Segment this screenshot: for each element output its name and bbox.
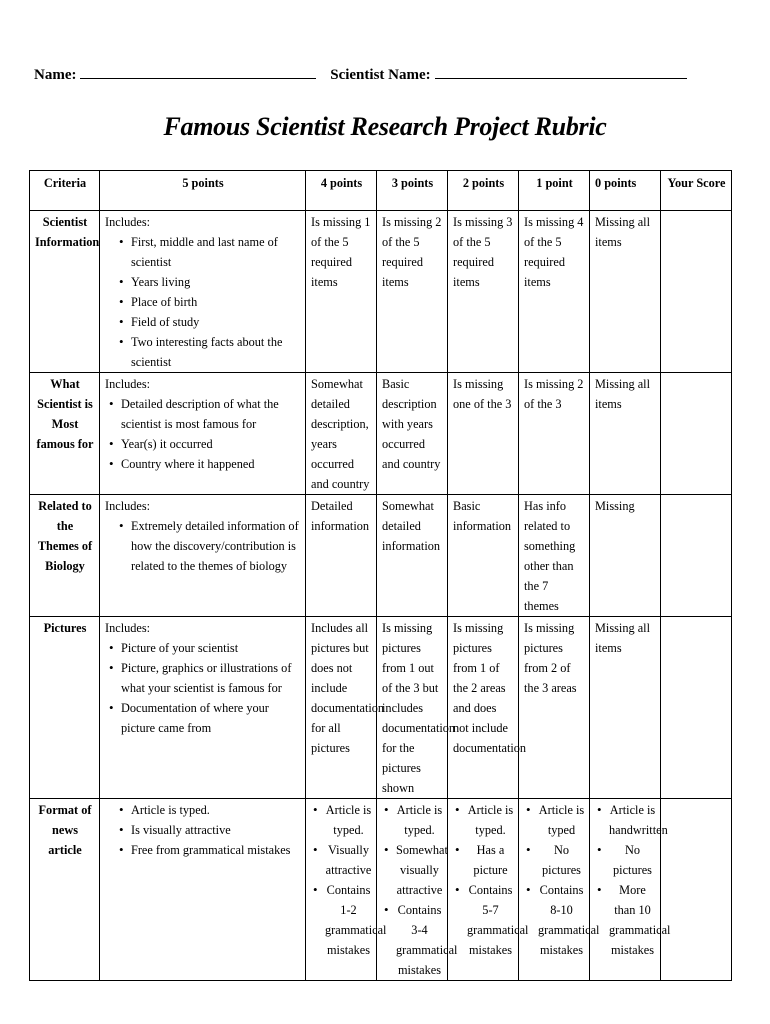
includes-label: Includes: — [105, 499, 151, 513]
includes-label: Includes: — [105, 377, 151, 391]
bullet-list — [105, 394, 301, 474]
includes-label: Includes: — [105, 621, 151, 635]
scientist-name-label: Scientist Name: — [330, 67, 431, 83]
table-row — [30, 211, 732, 373]
list-item: • Place of birth — [105, 292, 301, 312]
list-item: • Detailed description of what the scientist is most famous for — [105, 394, 301, 434]
list-item: • Picture, graphics or illustrations of what your scientist is famous for — [105, 658, 301, 698]
four-points-cell: Includes all pictures but does not include documentation for all pictures — [306, 617, 377, 799]
bullet-list — [105, 232, 301, 372]
list-item: • Years living — [105, 272, 301, 292]
list-item: • Field of study — [105, 312, 301, 332]
column-header-1-point: 1 point — [519, 171, 590, 211]
list-item: • Picture of your scientist — [105, 638, 301, 658]
list-item: • Article is handwritten — [595, 800, 656, 840]
list-item: • Visually attractive — [311, 840, 372, 880]
list-item: • Documentation of where your picture came from — [105, 698, 301, 738]
table-row — [30, 373, 732, 495]
list-item: • Article is typed. — [105, 800, 301, 820]
column-header-5-points: 5 points — [100, 171, 306, 211]
four-points-cell: Detailed information — [306, 495, 377, 617]
column-header-0-points: 0 points — [590, 171, 661, 211]
column-header-your-score: Your Score — [661, 171, 732, 211]
rubric-table — [29, 170, 732, 981]
list-item: • First, middle and last name of scientist — [105, 232, 301, 272]
criteria-cell: Scientist Information — [30, 211, 100, 373]
bullet-list — [453, 800, 529, 960]
five-points-cell — [100, 799, 306, 981]
your-score-cell[interactable] — [661, 495, 732, 617]
list-item: • Contains 8-10 grammatical mistakes — [524, 880, 585, 960]
two-points-cell: Is missing pictures from 1 of the 2 areas and does not include documentation — [448, 617, 519, 799]
one-point-cell: Has info related to something other than the 7 themes — [519, 495, 590, 617]
list-item: • Article is typed. — [311, 800, 372, 840]
bullet-list — [311, 800, 387, 960]
list-item: • Article is typed. — [453, 800, 514, 840]
list-item: • Free from grammatical mistakes — [105, 840, 301, 860]
bullet-list — [382, 800, 458, 980]
list-item: • Year(s) it occurred — [105, 434, 301, 454]
list-item: • Is visually attractive — [105, 820, 301, 840]
zero-points-cell: Missing all items — [590, 211, 661, 373]
four-points-cell — [306, 799, 387, 981]
table-row — [30, 799, 732, 981]
column-header-2-points: 2 points — [448, 171, 519, 211]
criteria-cell: Related to the Themes of Biology — [30, 495, 100, 617]
list-item: • More than 10 grammatical mistakes — [595, 880, 656, 960]
column-header-3-points: 3 points — [377, 171, 448, 211]
one-point-cell: Is missing 4 of the 5 required items — [519, 211, 590, 373]
table-row — [30, 617, 732, 799]
list-item: • Has a picture — [453, 840, 514, 880]
table-header-row — [30, 171, 732, 211]
two-points-cell: Is missing one of the 3 — [448, 373, 519, 495]
bullet-list — [105, 638, 301, 738]
three-points-cell: Basic description with years occurred and country — [377, 373, 448, 495]
column-header-4-points: 4 points — [306, 171, 377, 211]
criteria-cell: Pictures — [30, 617, 100, 799]
zero-points-cell: Missing — [590, 495, 661, 617]
one-point-cell: Is missing pictures from 2 of the 3 areas — [519, 617, 590, 799]
three-points-cell: Is missing 2 of the 5 required items — [377, 211, 448, 373]
three-points-cell: Somewhat detailed information — [377, 495, 448, 617]
three-points-cell — [377, 799, 458, 981]
bullet-list — [595, 800, 671, 960]
five-points-cell — [100, 373, 306, 495]
your-score-cell[interactable] — [661, 211, 732, 373]
five-points-cell — [100, 617, 306, 799]
list-item: • Contains 3-4 grammatical mistakes — [382, 900, 443, 980]
column-header-criteria: Criteria — [30, 171, 100, 211]
your-score-cell[interactable] — [661, 373, 732, 495]
five-points-cell — [100, 495, 306, 617]
four-points-cell: Is missing 1 of the 5 required items — [306, 211, 377, 373]
bullet-list — [105, 516, 301, 576]
list-item: • Contains 5-7 grammatical mistakes — [453, 880, 514, 960]
list-item: • Country where it happened — [105, 454, 301, 474]
list-item: • No pictures — [595, 840, 656, 880]
name-label: Name: — [34, 67, 77, 83]
list-item: • Article is typed — [524, 800, 585, 840]
table-row — [30, 495, 732, 617]
list-item: • Extremely detailed information of how the discovery/contribution is related to the themes of biology — [105, 516, 301, 576]
list-item: • Article is typed. — [382, 800, 443, 840]
name-blank-line[interactable] — [80, 62, 316, 79]
two-points-cell: Is missing 3 of the 5 required items — [448, 211, 519, 373]
criteria-cell: What Scientist is Most famous for — [30, 373, 100, 495]
zero-points-cell: Missing all items — [590, 617, 661, 799]
student-header — [34, 62, 734, 86]
list-item: • Two interesting facts about the scientist — [105, 332, 301, 372]
bullet-list — [524, 800, 600, 960]
two-points-cell — [448, 799, 529, 981]
list-item: • Somewhat visually attractive — [382, 840, 443, 900]
includes-label: Includes: — [105, 215, 151, 229]
three-points-cell: Is missing pictures from 1 out of the 3 but includes documentation for the pictures shown — [377, 617, 448, 799]
page-title: Famous Scientist Research Project Rubric — [163, 112, 607, 141]
criteria-cell: Format of news article — [30, 799, 100, 981]
your-score-cell[interactable] — [661, 617, 732, 799]
one-point-cell — [519, 799, 600, 981]
one-point-cell: Is missing 2 of the 3 — [519, 373, 590, 495]
zero-points-cell — [590, 799, 671, 981]
list-item: • No pictures — [524, 840, 585, 880]
bullet-list — [105, 800, 301, 860]
your-score-cell[interactable] — [661, 799, 732, 981]
zero-points-cell: Missing all items — [590, 373, 661, 495]
two-points-cell: Basic information — [448, 495, 519, 617]
scientist-name-blank-line[interactable] — [435, 62, 687, 79]
four-points-cell: Somewhat detailed description, years occurred and country — [306, 373, 377, 495]
list-item: • Contains 1-2 grammatical mistakes — [311, 880, 372, 960]
five-points-cell — [100, 211, 306, 373]
